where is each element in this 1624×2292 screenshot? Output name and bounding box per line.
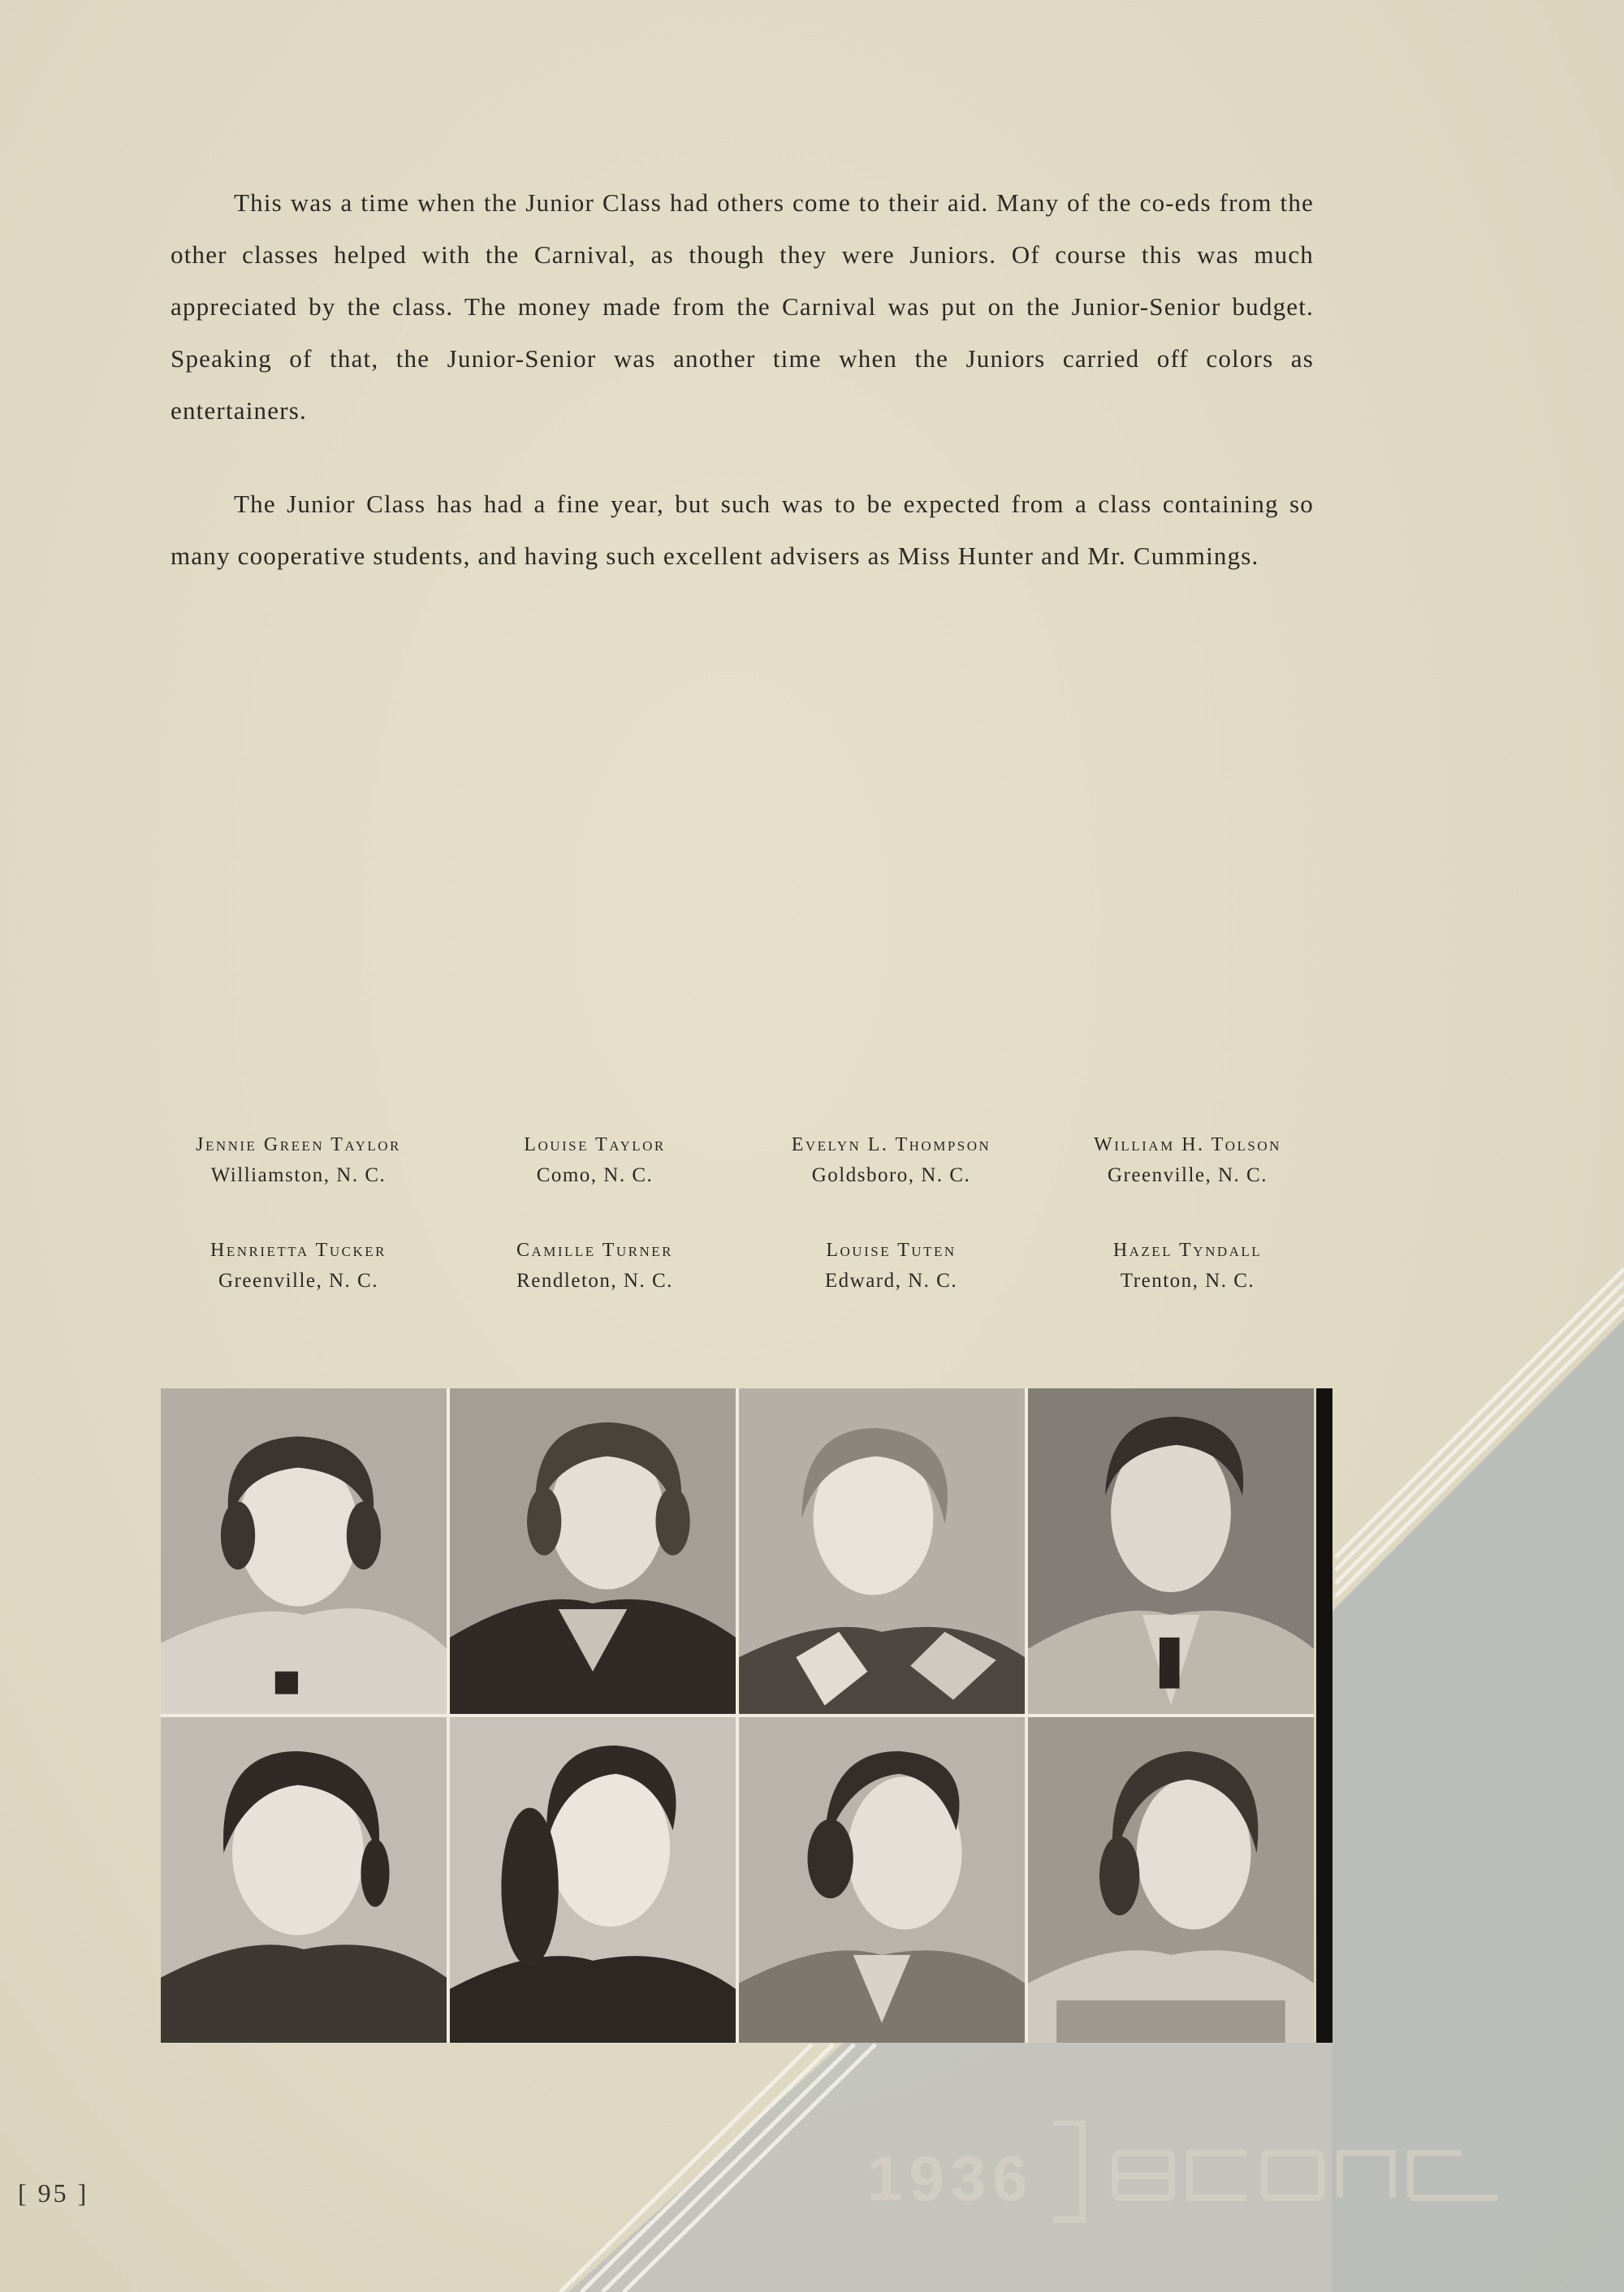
student-name: Evelyn L. Thompson — [791, 1134, 991, 1155]
portrait-photo — [1028, 1717, 1314, 2043]
body-paragraph-1: This was a time when the Junior Class had others come to their aid. Many of the co-eds from the other classes helped with the Carnival, as though they were Juniors. Of course this was much appreciated by the class. The money made from the Carnival was put on the Junior-Senior budget. Speaking of that, the Junior-Senior was another time when the Juniors carried off colors as entertainers. — [171, 188, 1314, 425]
student-hometown: Edward, N. C. — [824, 1270, 958, 1292]
student-hometown: Greenville, N. C. — [1108, 1164, 1268, 1186]
roster-entry — [743, 1236, 1039, 1297]
portrait-photo — [1028, 1388, 1314, 1714]
yearbook-year-mark: 1936 — [867, 2143, 1034, 2214]
page-number: [ 95 ] — [18, 2178, 89, 2208]
portrait-photo — [450, 1388, 736, 1714]
student-hometown: Rendleton, N. C. — [516, 1270, 673, 1292]
roster-entry — [447, 1236, 743, 1297]
portrait-grid — [161, 1388, 1314, 2043]
roster-entry — [1039, 1236, 1336, 1297]
roster-entry — [150, 1130, 447, 1192]
student-name: Louise Taylor — [524, 1134, 666, 1155]
student-roster — [150, 1130, 1336, 1297]
roster-entry — [447, 1130, 743, 1192]
student-hometown: Como, N. C. — [536, 1164, 654, 1186]
portrait-photo — [161, 1388, 447, 1714]
roster-entry — [1039, 1130, 1336, 1192]
student-name: Hazel Tyndall — [1112, 1240, 1263, 1261]
student-hometown: Greenville, N. C. — [218, 1270, 378, 1292]
portrait-photo — [450, 1717, 736, 2043]
roster-entry — [150, 1236, 447, 1297]
portrait-photo — [739, 1388, 1025, 1714]
student-name: Jennie Green Taylor — [196, 1134, 401, 1155]
student-name: Louise Tuten — [826, 1240, 957, 1261]
yearbook-logo-mark — [865, 2121, 1498, 2226]
body-paragraph-2: The Junior Class has had a fine year, but such was to be expected from a class containing so many cooperative students, and having such excellent advisers as Miss Hunter and Mr. Cummings. — [171, 490, 1314, 570]
portrait-photo — [161, 1717, 447, 2043]
student-name: Henrietta Tucker — [210, 1240, 387, 1261]
student-hometown: Trenton, N. C. — [1120, 1270, 1255, 1292]
portrait-photo — [739, 1717, 1025, 2043]
roster-entry — [743, 1130, 1039, 1192]
photo-frame-edge — [1316, 1388, 1332, 2043]
student-name: Camille Turner — [516, 1240, 674, 1261]
student-name: William H. Tolson — [1094, 1134, 1281, 1155]
student-hometown: Goldsboro, N. C. — [811, 1164, 971, 1186]
student-hometown: Williamston, N. C. — [210, 1164, 387, 1186]
